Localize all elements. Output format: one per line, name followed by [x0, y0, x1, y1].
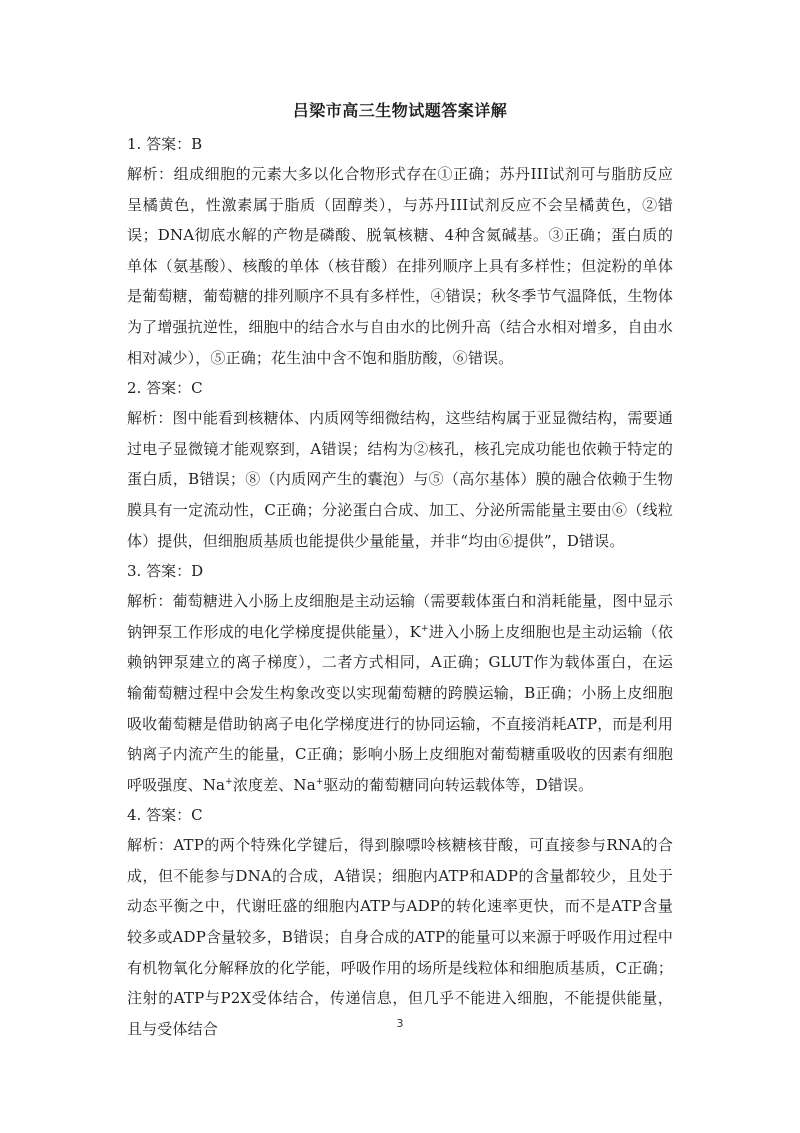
- document-body: [127, 97, 673, 1044]
- page-number: 3: [396, 1017, 404, 1030]
- q2-answer-line: 2. 答案：C: [127, 379, 203, 398]
- q3-text-part-2: 进入小肠上皮细胞也是主动运输（依赖钠钾泵建立的离子梯度），二者方式相同，A正确；GLUT作为载体蛋白，在运输葡萄糖过程中会发生构象改变以实现葡萄糖的跨膜运输，B正确；小肠上皮细胞吸收葡萄糖是借助钠离子电化学梯度进行的协同运输，不直接消耗ATP，而是利用钠离子内流产生的能量，C正确；影响小肠上皮细胞对葡萄糖重吸收的因素有细胞呼吸强度、Na: [127, 622, 673, 794]
- q3-superscript-plus-1: +: [420, 623, 429, 634]
- q3-superscript-plus-2: +: [225, 776, 233, 787]
- q3-text-part-1: 解析：葡萄糖进入小肠上皮细胞是主动运输（需要载体蛋白和消耗能量，图中显示钠钾泵工作形成的电化学梯度提供能量），K: [127, 592, 673, 641]
- q1-answer-line: 1. 答案：B: [127, 135, 203, 153]
- q4-answer-line: 4. 答案：C: [127, 806, 203, 825]
- q1-explanation: 解析：组成细胞的元素大多以化合物形式存在①正确；苏丹III试剂可与脂肪反应呈橘黄色，性激素属于脂质（固醇类），与苏丹III试剂反应不会呈橘黄色，②错误；DNA彻底水解的产物是磷酸、脱氧核糖、4种含氮碱基。③正确；蛋白质的单体（氨基酸）、核酸的单体（核苷酸）在排列顺序上具有多样性；但淀粉的单体是葡萄糖，葡萄糖的排列顺序不具有多样性，④错误；秋冬季节气温降低，生物体为了增强抗逆性，细胞中的结合水与自由水的比例升高（结合水相对增多，自由水相对减少），⑤正确；花生油中含不饱和脂肪酸，⑥错误。: [127, 165, 673, 367]
- q2-explanation: 解析：图中能看到核糖体、内质网等细微结构，这些结构属于亚显微结构，需要通过电子显微镜才能观察到，A错误；结构为②核孔，核孔完成功能也依赖于特定的蛋白质，B错误；⑧（内质网产生的囊泡）与⑤（高尔基体）膜的融合依赖于生物膜具有一定流动性，C正确；分泌蛋白合成、加工、分泌所需能量主要由⑥（线粒体）提供，但细胞质基质也能提供少量能量，并非“均由⑥提供”，D错误。: [127, 409, 673, 550]
- q3-text-part-3: 浓度差、Na: [232, 775, 316, 794]
- document-title: 吕梁市高三生物试题答案详解: [292, 101, 508, 120]
- q3-superscript-plus-3: +: [315, 776, 324, 787]
- q3-answer-line: 3. 答案：D: [127, 562, 204, 581]
- q4-explanation: 解析：ATP的两个特殊化学键后，得到腺嘌呤核糖核苷酸，可直接参与RNA的合成，但不能参与DNA的合成，A错误；细胞内ATP和ADP的含量都较少，且处于动态平衡之中，代谢旺盛的细胞内ATP与ADP的转化速率更快，而不是ATP含量较多或ADP含量较多，B错误；自身合成的ATP的能量可以来源于呼吸作用过程中有机物氧化分解释放的化学能，呼吸作用的场所是线粒体和细胞质基质，C正确；注射的ATP与P2X受体结合，传递信息，但几乎不能进入细胞，不能提供能量，且与受体结合: [127, 836, 673, 1038]
- q3-explanation: [127, 586, 673, 800]
- q3-text-part-4: 驱动的葡萄糖同向转运载体等，D错误。: [323, 775, 594, 794]
